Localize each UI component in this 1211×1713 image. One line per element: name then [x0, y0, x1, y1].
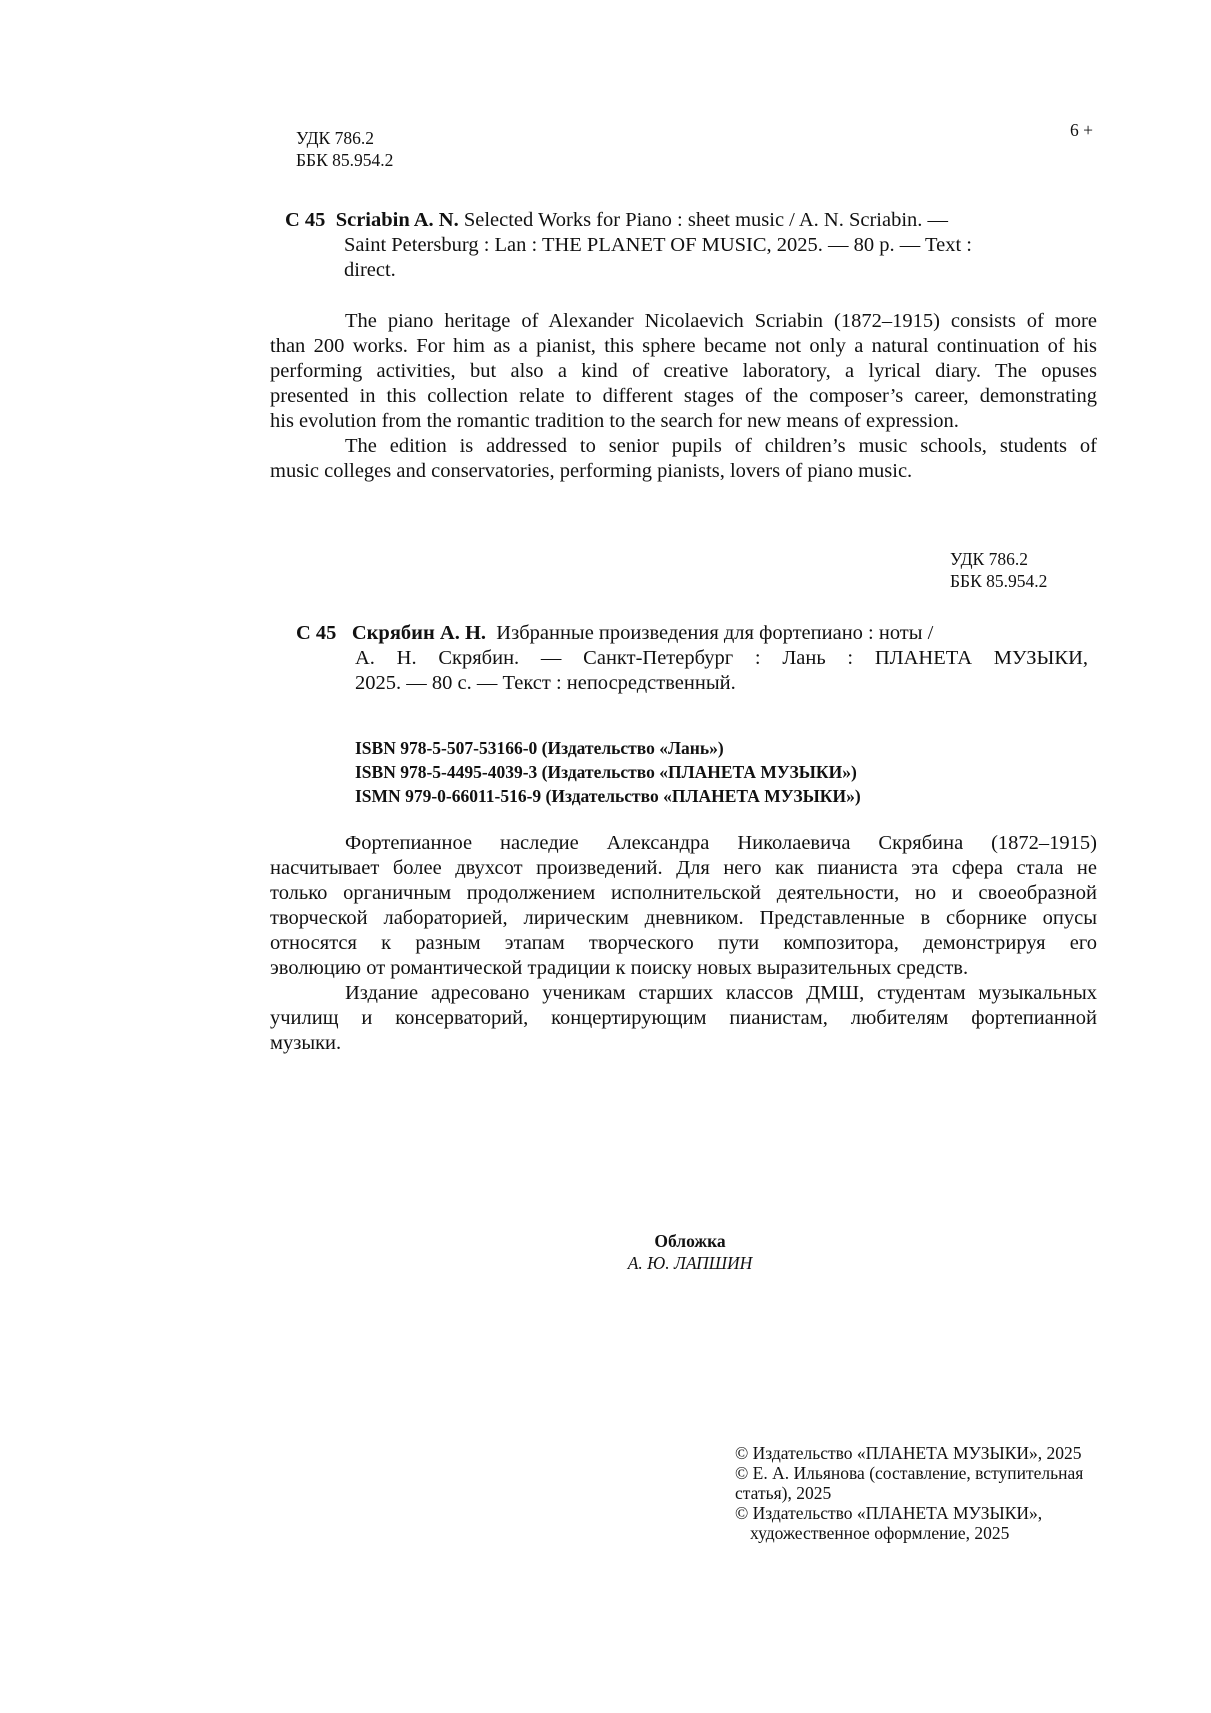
biblio-ru-line2: А. Н. Скрябин. — Санкт-Петербург : Лань : ПЛАНЕТА МУЗЫКИ,	[355, 647, 1088, 669]
copyright-line: художественное оформление, 2025	[750, 1523, 1010, 1543]
biblio-ru-line1	[296, 621, 1088, 646]
title-en: Selected Works for Piano : sheet music / A. N. Scriabin. —	[463, 209, 949, 231]
isbn-lan: ISBN 978-5-507-53166-0 (Издательство «Лань»)	[355, 738, 724, 758]
abstract-en-line: music colleges and conservatories, performing pianists, lovers of piano music.	[270, 460, 913, 482]
age-rating: 6 +	[1070, 120, 1093, 140]
copyright-line: статья), 2025	[735, 1483, 832, 1503]
copyright-line: © Издательство «ПЛАНЕТА МУЗЫКИ», 2025	[735, 1443, 1082, 1463]
abstract-en-line: presented in this collection relate to different stages of the composer’s career, demonstrating	[270, 385, 1097, 407]
bbk-code-ru: ББК 85.954.2	[950, 571, 1048, 591]
abstract-ru-line: относятся к разным этапам творческого пути композитора, демонстрируя его	[270, 932, 1097, 954]
ismn-planeta: ISMN 979-0-66011-516-9 (Издательство «ПЛАНЕТА МУЗЫКИ»)	[355, 786, 861, 806]
abstract-en-line: The edition is addressed to senior pupils of children’s music schools, students of	[345, 435, 1097, 457]
abstract-ru-line: Издание адресовано ученикам старших классов ДМШ, студентам музыкальных	[345, 982, 1097, 1004]
biblio-en-line1	[285, 208, 1095, 233]
cover-designer-name: А. Ю. ЛАПШИН	[627, 1253, 753, 1273]
abstract-en-line: than 200 works. For him as a pianist, this sphere became not only a natural continuation of his	[270, 335, 1097, 357]
copyright-block	[735, 1443, 1095, 1543]
abstract-en-line: The piano heritage of Alexander Nicolaevich Scriabin (1872–1915) consists of more	[345, 310, 1097, 332]
abstract-ru-line: только органичным продолжением исполнительской деятельности, но и своеобразной	[270, 882, 1097, 904]
copyright-line: © Е. А. Ильянова (составление, вступительная	[735, 1463, 1084, 1483]
abstract-ru-line: Фортепианное наследие Александра Николаевича Скрябина (1872–1915)	[345, 832, 1097, 854]
abstract-ru	[270, 831, 1097, 1056]
cover-credit	[540, 1230, 840, 1274]
abstract-ru-line: насчитывает более двухсот произведений. Для него как пианиста эта сфера стала не	[270, 857, 1097, 879]
author-code-en: С 45	[285, 209, 326, 231]
cover-credit-label: Обложка	[654, 1231, 726, 1251]
author-name-en: Scriabin A. N.	[335, 209, 459, 231]
bbk-code-en: ББК 85.954.2	[296, 150, 394, 170]
author-name-ru: Скрябин А. Н.	[351, 622, 487, 644]
biblio-en-line2: Saint Petersburg : Lan : THE PLANET OF MUSIC, 2025. — 80 p. — Text :	[344, 234, 972, 256]
udk-code-en: УДК 786.2	[296, 128, 374, 148]
identifiers-block	[355, 736, 861, 808]
udk-code-ru: УДК 786.2	[950, 549, 1028, 569]
isbn-planeta: ISBN 978-5-4495-4039-3 (Издательство «ПЛАНЕТА МУЗЫКИ»)	[355, 762, 857, 782]
abstract-en-line: his evolution from the romantic tradition to the search for new means of expression.	[270, 410, 959, 432]
biblio-en-line3: direct.	[344, 259, 396, 281]
classification-ru	[950, 548, 1047, 592]
author-code-ru: С 45	[296, 622, 337, 644]
abstract-en-line: performing activities, but also a kind of creative laboratory, a lyrical diary. The opuses	[270, 360, 1097, 382]
abstract-ru-line: музыки.	[270, 1032, 342, 1054]
abstract-ru-line: творческой лабораторией, лирическим дневником. Представленные в сборнике опусы	[270, 907, 1097, 929]
abstract-ru-line: эволюцию от романтической традиции к поиску новых выразительных средств.	[270, 957, 969, 979]
biblio-ru-line3: 2025. — 80 с. — Текст : непосредственный.	[355, 672, 736, 694]
title-ru: Избранные произведения для фортепиано : ноты /	[496, 622, 934, 644]
bibliographic-record-en	[285, 208, 1095, 283]
bibliographic-record-ru	[296, 621, 1088, 696]
copyright-line: © Издательство «ПЛАНЕТА МУЗЫКИ»,	[735, 1503, 1043, 1523]
abstract-en	[270, 309, 1097, 484]
classification-en	[296, 127, 393, 171]
abstract-ru-line: училищ и консерваторий, концертирующим пианистам, любителям фортепианной	[270, 1007, 1097, 1029]
